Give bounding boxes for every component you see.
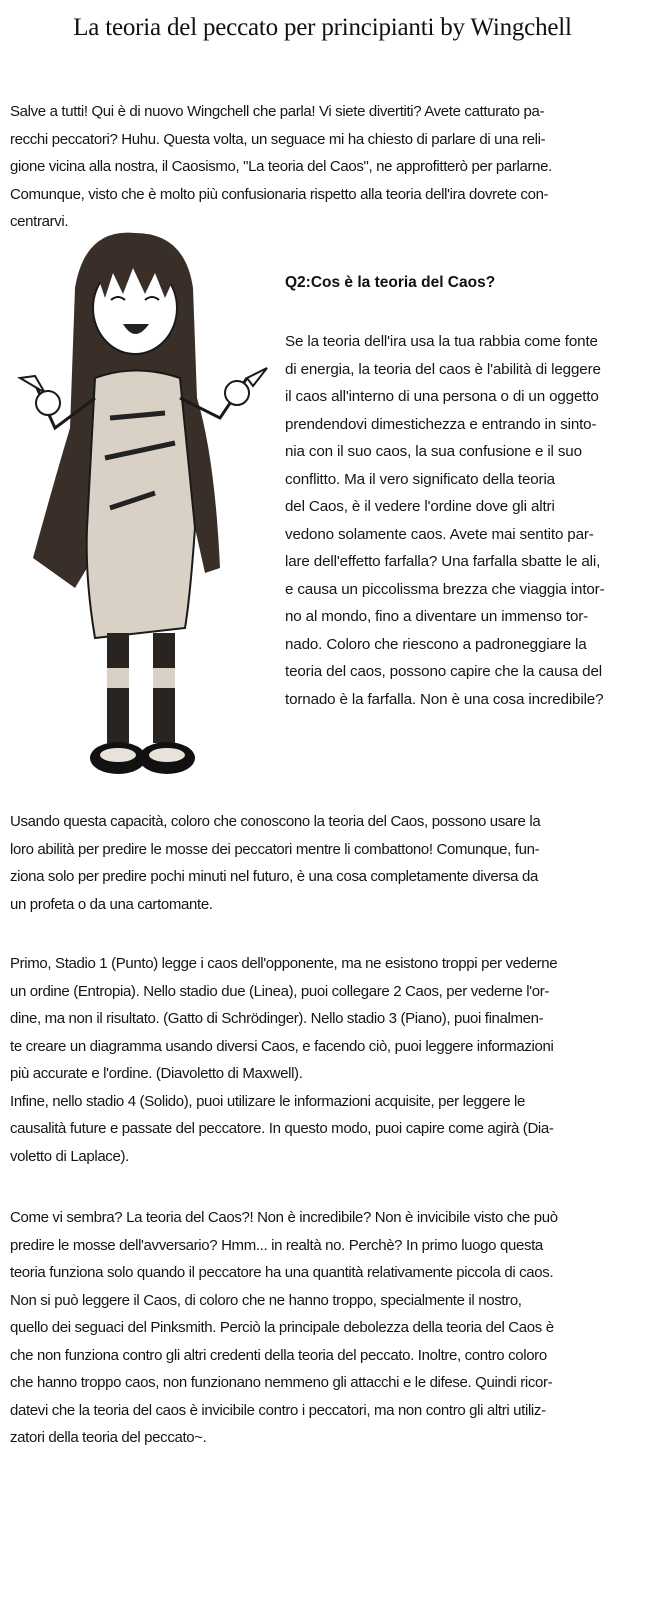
text-line: Se la teoria dell'ira usa la tua rabbia come fonte (285, 333, 598, 350)
text-line: datevi che la teoria del caos è invicibile contro i peccatori, ma non contro gli altri utiliz- (10, 1401, 546, 1419)
text-line: Primo, Stadio 1 (Punto) legge i caos dell'opponente, ma ne esistono troppi per vederne (10, 955, 558, 972)
text-line: ziona solo per predire pochi minuti nel futuro, è una cosa completamente diversa da (10, 868, 538, 885)
text-line: che non funziona contro gli altri credenti della teoria del peccato. Inoltre, contro coloro (10, 1346, 547, 1364)
section-paragraph (285, 328, 635, 713)
text-line: causalità future e passate del peccatore. In questo modo, puoi capire come agirà (Dia- (10, 1120, 554, 1137)
text-line: Infine, nello stadio 4 (Solido), puoi utilizare le informazioni acquisite, per leggere le (10, 1092, 525, 1110)
text-line: prendendovi dimestichezza e entrando in sinto- (285, 415, 597, 433)
text-line: un ordine (Entropia). Nello stadio due (Linea), puoi collegare 2 Caos, per vederne l'or- (10, 982, 550, 1000)
section-heading: Q2:Cos è la teoria del Caos? (285, 274, 496, 291)
text-line: recchi peccatori? Huhu. Questa volta, un seguace mi ha chiesto di parlare di una reli- (10, 130, 546, 148)
paragraph-3 (10, 950, 635, 1170)
text-line: più accurate e l'ordine. (Diavoletto di Maxwell). (10, 1065, 303, 1082)
text-line: Come vi sembra? La teoria del Caos?! Non è incredibile? Non è invicibile visto che può (10, 1209, 558, 1226)
text-line: nia con il suo caos, la sua confusione e il suo (285, 443, 582, 460)
text-line: del Caos, è il vedere l'ordine dove gli altri (285, 498, 555, 515)
text-line: predire le mosse dell'avversario? Hmm... in realtà no. Perchè? In primo luogo questa (10, 1236, 543, 1254)
text-line: e causa un piccolissma brezza che viaggia intor- (285, 580, 605, 598)
text-line: te creare un diagramma usando diversi Caos, e facendo ciò, puoi leggere informazioni (10, 1037, 554, 1055)
text-line: il caos all'interno di una persona o di un oggetto (285, 388, 599, 405)
text-line: zatori della teoria del peccato~. (10, 1429, 207, 1446)
text-line: conflitto. Ma il vero significato della teoria (285, 470, 555, 488)
text-line: un profeta o da una cartomante. (10, 895, 213, 913)
text-line: Non si può leggere il Caos, di coloro che ne hanno troppo, specialmente il nostro, (10, 1291, 522, 1309)
text-line: Comunque, visto che è molto più confusionaria rispetto alla teoria dell'ira dovrete con- (10, 185, 549, 203)
girl-illustration-icon (15, 228, 270, 793)
text-line: che hanno troppo caos, non funzionano nemmeno gli attacchi e le difese. Quindi ricor- (10, 1374, 553, 1391)
text-line: loro abilità per predire le mosse dei peccatori mentre li combattono! Comunque, fun- (10, 840, 540, 858)
text-line: teoria del caos, possono capire che la causa del (285, 663, 603, 680)
paragraph-4 (10, 1204, 635, 1452)
text-line: centrarvi. (10, 213, 69, 230)
text-line: teoria funziona solo quando il peccatore ha una quantità relativamente piccola di caos. (10, 1264, 554, 1281)
text-line: di energia, la teoria del caos è l'abilità di leggere (285, 360, 601, 378)
paragraph-2 (10, 808, 635, 918)
text-line: tornado è la farfalla. Non è una cosa incredibile? (285, 690, 604, 708)
page-title: La teoria del peccato per principianti by Wingchell (73, 14, 572, 41)
text-line: dine, ma non il risultato. (Gatto di Schrödinger). Nello stadio 3 (Piano), puoi finalmen- (10, 1010, 544, 1027)
text-line: no al mondo, fino a diventare un immenso tor- (285, 608, 589, 625)
character-illustration (15, 228, 270, 793)
text-line: quello dei seguaci del Pinksmith. Perciò la principale debolezza della teoria del Caos è (10, 1319, 554, 1336)
text-line: nado. Coloro che riescono a padroneggiare la (285, 635, 587, 653)
text-line: voletto di Laplace). (10, 1147, 129, 1165)
text-line: vedono solamente caos. Avete mai sentito par- (285, 525, 594, 543)
intro-paragraph (10, 98, 635, 236)
text-line: lare dell'effetto farfalla? Una farfalla sbatte le ali, (285, 553, 601, 570)
text-line: Usando questa capacità, coloro che conoscono la teoria del Caos, possono usare la (10, 813, 541, 830)
text-line: gione vicina alla nostra, il Caosismo, "La teoria del Caos", ne approfitterò per parlarne. (10, 158, 552, 175)
text-line: Salve a tutti! Qui è di nuovo Wingchell che parla! Vi siete divertiti? Avete catturato pa- (10, 103, 545, 120)
